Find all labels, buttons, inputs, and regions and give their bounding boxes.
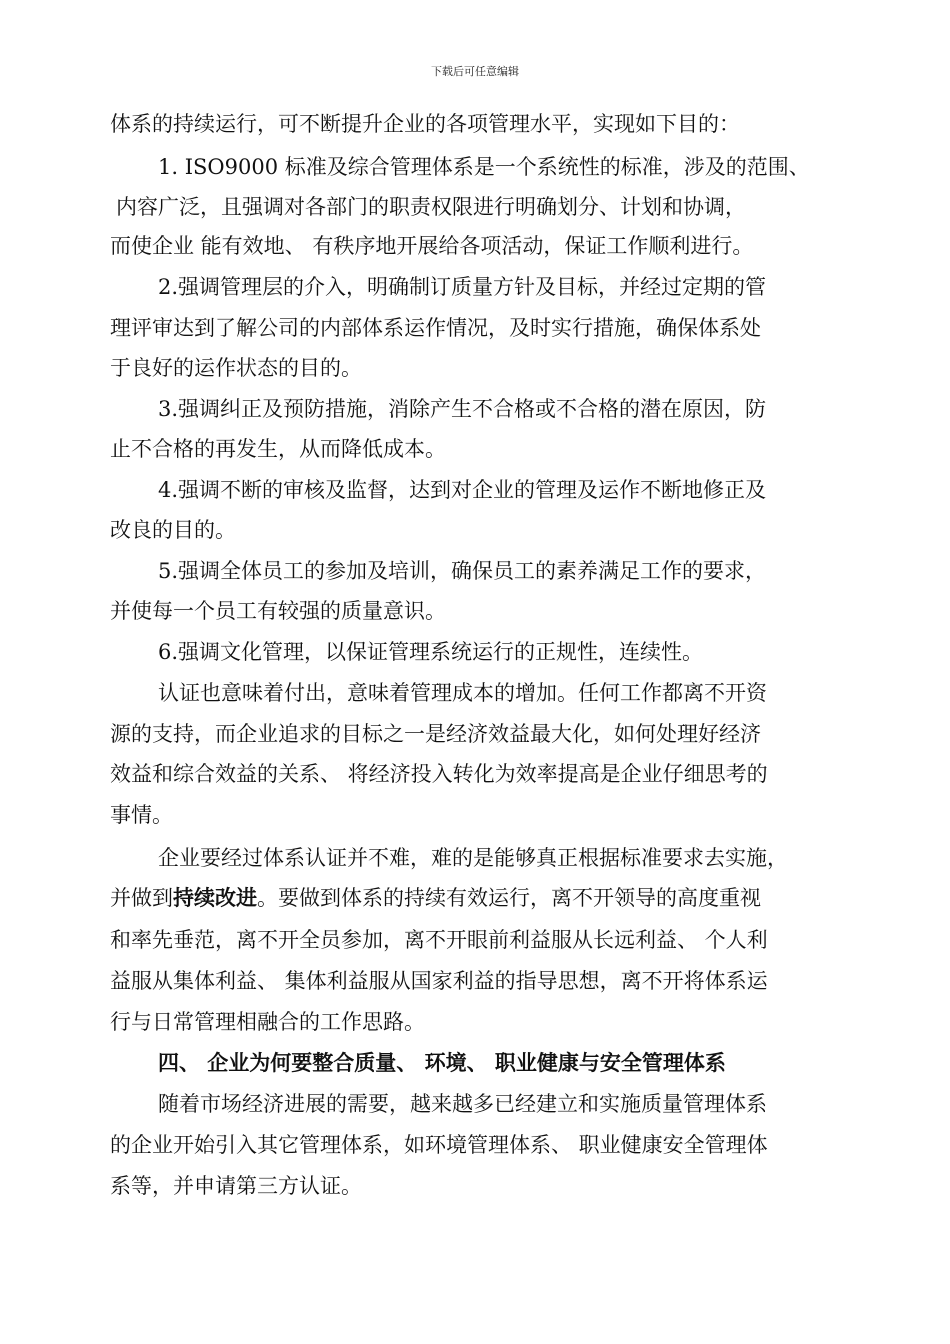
list-item-1-line: 1. ISO9000 标准及综合管理体系是一个系统性的标准，涉及的范围、 bbox=[158, 155, 810, 179]
list-item-2-line: 理评审达到了解公司的内部体系运作情况，及时实行措施，确保体系处 bbox=[110, 316, 761, 340]
list-item-5-line: 5.强调全体员工的参加及培训，确保员工的素养满足工作的要求， bbox=[158, 559, 767, 583]
paragraph-line: 企业要经过体系认证并不难，难的是能够真正根据标准要求去实施， bbox=[158, 846, 788, 870]
section-heading: 四、 企业为何要整合质量、 环境、 职业健康与安全管理体系 bbox=[158, 1050, 726, 1075]
text-run: 。要做到体系的持续有效运行，离不开领导的高度重视 bbox=[257, 886, 761, 910]
paragraph-line bbox=[110, 883, 850, 913]
list-item-2-line: 2.强调管理层的介入，明确制订质量方针及目标，并经过定期的管 bbox=[158, 275, 767, 299]
page-header: 下载后可任意编辑 bbox=[431, 65, 519, 78]
paragraph-line: 和率先垂范，离不开全员参加，离不开眼前利益服从长远利益、 个人利 bbox=[110, 928, 768, 952]
list-item-1-line: 内容广泛，且强调对各部门的职责权限进行明确划分、计划和协调， bbox=[116, 195, 746, 219]
list-item-5-line: 并使每一个员工有较强的质量意识。 bbox=[110, 599, 446, 623]
text-run: 并做到 bbox=[110, 886, 173, 910]
paragraph-line: 效益和综合效益的关系、 将经济投入转化为效率提高是企业仔细思考的 bbox=[110, 762, 768, 786]
list-item-4-line: 4.强调不断的审核及监督，达到对企业的管理及运作不断地修正及 bbox=[158, 478, 767, 502]
list-item-3-line: 3.强调纠正及预防措施，消除产生不合格或不合格的潜在原因，防 bbox=[158, 397, 767, 421]
paragraph-line: 体系的持续运行，可不断提升企业的各项管理水平，实现如下目的： bbox=[110, 112, 740, 136]
paragraph-line: 事情。 bbox=[110, 803, 173, 827]
paragraph-line: 的企业开始引入其它管理体系，如环境管理体系、 职业健康安全管理体 bbox=[110, 1133, 768, 1157]
paragraph-line: 行与日常管理相融合的工作思路。 bbox=[110, 1010, 425, 1034]
list-item-3-line: 止不合格的再发生，从而降低成本。 bbox=[110, 437, 446, 461]
paragraph-line: 益服从集体利益、 集体利益服从国家利益的指导思想，离不开将体系运 bbox=[110, 969, 768, 993]
paragraph-line: 认证也意味着付出，意味着管理成本的增加。任何工作都离不开资 bbox=[158, 681, 767, 705]
list-item-1-line: 而使企业 能有效地、 有秩序地开展给各项活动，保证工作顺利进行。 bbox=[110, 234, 754, 258]
paragraph-line: 系等，并申请第三方认证。 bbox=[110, 1174, 362, 1198]
list-item-2-line: 于良好的运作状态的目的。 bbox=[110, 356, 362, 380]
paragraph-line: 随着市场经济进展的需要，越来越多已经建立和实施质量管理体系 bbox=[158, 1092, 767, 1116]
emphasis-text: 持续改进 bbox=[173, 885, 257, 910]
paragraph-line: 源的支持，而企业追求的目标之一是经济效益最大化，如何处理好经济 bbox=[110, 722, 761, 746]
list-item-4-line: 改良的目的。 bbox=[110, 518, 236, 542]
list-item-6-line: 6.强调文化管理，以保证管理系统运行的正规性，连续性。 bbox=[158, 640, 704, 664]
